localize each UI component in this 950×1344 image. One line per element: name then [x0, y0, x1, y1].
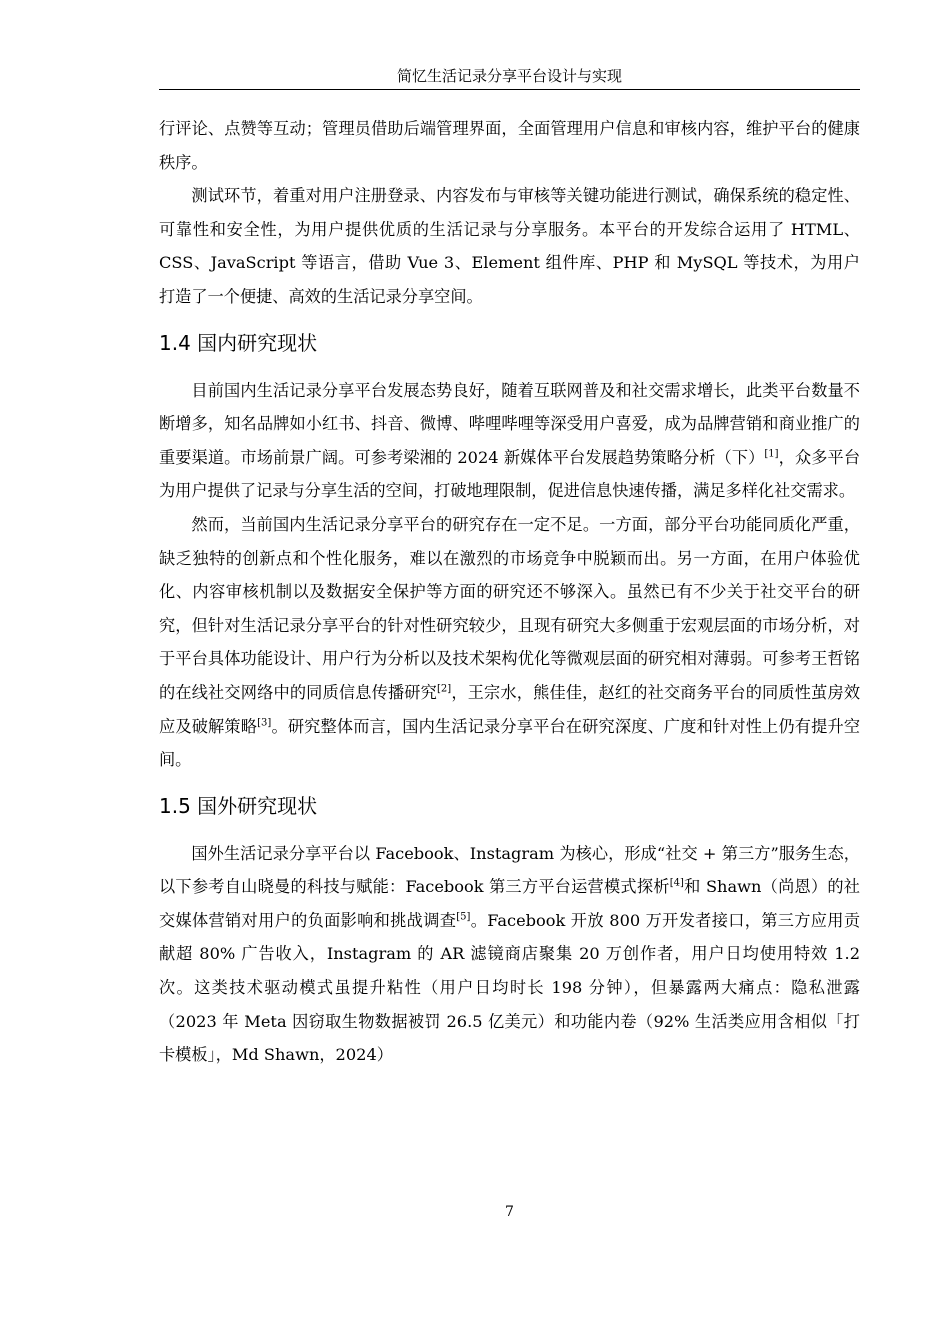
citation-2: [2]: [437, 683, 452, 695]
paragraph-foreign-overview: [159, 837, 860, 1072]
section-heading-1-5: 1.5 国外研究现状: [159, 793, 318, 818]
paragraph-text: ，王宗水，熊佳佳，赵红的社交商务平台的同质性茧房效应及破解策略: [159, 682, 861, 736]
citation-3: [3]: [257, 717, 272, 729]
paragraph-text: 国外生活记录分享平台以 Facebook、Instagram 为核心，形成“社交 + 第三方”服务生态，以下参考自山晓曼的科技与赋能：Facebook 第三方平台运营模式探析: [159, 843, 860, 897]
paragraph-text: 目前国内生活记录分享平台发展态势良好，随着互联网普及和社交需求增长，此类平台数量不断增多，知名品牌如小红书、抖音、微博、哔哩哔哩等深受用户喜爱，成为品牌营销和商业推广的重要渠道。市场前景广阔。可参考梁湘的 2024 新媒体平台发展趋势策略分析（下）: [159, 380, 860, 467]
paragraph-text: 。研究整体而言，国内生活记录分享平台在研究深度、广度和针对性上仍有提升空间。: [159, 716, 861, 770]
paragraph-text: 。Facebook 开放 800 万开发者接口，第三方应用贡献超 80% 广告收入，Instagram 的 AR 滤镜商店聚集 20 万创作者，用户日均使用特效 1.2 次。这类技术驱动模式虽提升粘性（用户日均时长 198 分钟），但暴露两大痛点：隐私泄露（2023 年 Meta 因窃取生物数据被罚 26.5 亿美元）和功能内卷（92% 生活类应用含相似「打卡模板」，Md Shawn，2024）: [159, 910, 861, 1065]
paragraph-domestic-overview: [159, 374, 860, 508]
citation-5: [5]: [456, 911, 471, 923]
header-rule: [159, 89, 860, 90]
citation-1: [1]: [764, 448, 779, 460]
section-heading-1-4: 1.4 国内研究现状: [159, 330, 318, 355]
paragraph-domestic-shortcomings: [159, 508, 860, 777]
citation-4: [4]: [669, 877, 684, 889]
running-header: 简忆生活记录分享平台设计与实现: [396, 67, 622, 85]
paragraph-continuation: 行评论、点赞等互动；管理员借助后端管理界面，全面管理用户信息和审核内容，维护平台的健康秩序。: [159, 119, 860, 172]
paragraph-testing: 测试环节，着重对用户注册登录、内容发布与审核等关键功能进行测试，确保系统的稳定性、可靠性和安全性，为用户提供优质的生活记录与分享服务。本平台的开发综合运用了 HTML、CSS、JavaScript 等语言，借助 Vue 3、Element 组件库、PHP 和 MySQL 等技术，为用户打造了一个便捷、高效的生活记录分享空间。: [159, 186, 860, 306]
main-content: [159, 112, 860, 1072]
paragraph-text: 然而，当前国内生活记录分享平台的研究存在一定不足。一方面，部分平台功能同质化严重，缺乏独特的创新点和个性化服务，难以在激烈的市场竞争中脱颖而出。另一方面，在用户体验优化、内容审核机制以及数据安全保护等方面的研究还不够深入。虽然已有不少关于社交平台的研究，但针对生活记录分享平台的针对性研究较少，且现有研究大多侧重于宏观层面的市场分析，对于平台具体功能设计、用户行为分析以及技术架构优化等微观层面的研究相对薄弱。可参考王哲铭的在线社交网络中的同质信息传播研究: [159, 514, 860, 702]
paragraph-text: ，众多平台为用户提供了记录与分享生活的空间，打破地理限制，促进信息快速传播，满足多样化社交需求。: [159, 447, 861, 501]
page-number: 7: [505, 1204, 514, 1220]
paragraph-text: 和 Shawn（尚恩）的社交媒体营销对用户的负面影响和挑战调查: [159, 877, 860, 930]
